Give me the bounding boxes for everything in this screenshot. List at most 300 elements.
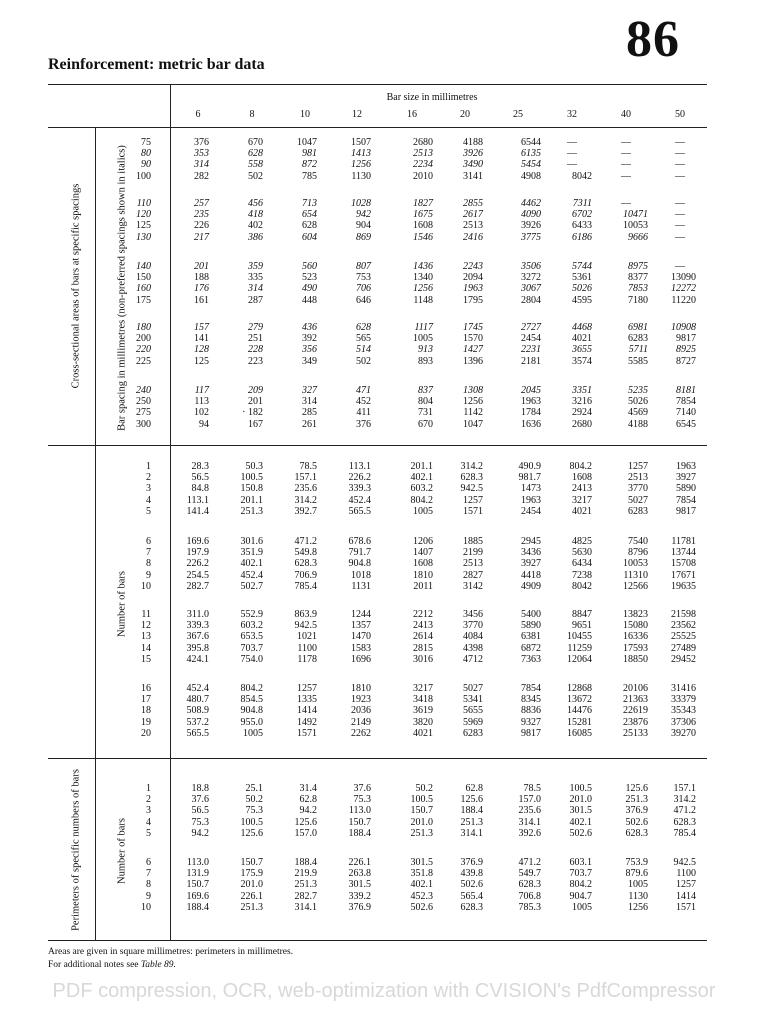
perimeter-2-bar-25: 157.0 bbox=[518, 794, 541, 806]
spacing-key-225: 225 bbox=[136, 355, 151, 367]
area-10-bar-16: 2011 bbox=[413, 580, 433, 592]
perimeter-5-bar-25: 392.6 bbox=[518, 827, 541, 839]
area-7-bar-32: 5630 bbox=[572, 547, 592, 559]
spacing-180-bar-25: 2727 bbox=[521, 322, 541, 333]
rule-section-2 bbox=[48, 758, 707, 759]
spacing-100-bar-25: 4908 bbox=[521, 170, 541, 182]
area-13-bar-20: 4084 bbox=[463, 631, 483, 643]
spacing-220-bar-50: 8925 bbox=[676, 344, 696, 356]
spacing-140-bar-40: 8975 bbox=[628, 261, 648, 272]
area-3-bar-10: 235.6 bbox=[294, 483, 317, 495]
area-13-bar-6: 367.6 bbox=[186, 631, 209, 643]
spacing-175-bar-32: 4595 bbox=[572, 294, 592, 306]
area-7-bar-8: 351.9 bbox=[240, 547, 263, 559]
area-14-bar-40: 17593 bbox=[623, 642, 648, 654]
spacing-220-bar-10: 356 bbox=[302, 344, 317, 356]
spacing-240-bar-20: 1308 bbox=[463, 385, 483, 396]
perimeter-4-bar-6: 75.3 bbox=[191, 816, 209, 828]
perimeter-6-bar-10: 188.4 bbox=[294, 857, 317, 868]
spacing-130-bar-8: 386 bbox=[248, 231, 263, 243]
area-16-bar-50: 31416 bbox=[671, 683, 696, 694]
area-6-bar-20: 1885 bbox=[463, 536, 483, 547]
spacing-130-bar-50: — bbox=[675, 231, 685, 243]
perimeter-5-bar-6: 94.2 bbox=[191, 827, 209, 839]
area-13-bar-10: 1021 bbox=[297, 631, 317, 643]
perimeter-4-bar-10: 125.6 bbox=[294, 816, 317, 828]
spacing-90-bar-12: 1256 bbox=[351, 159, 371, 171]
spacing-180-bar-50: 10908 bbox=[671, 322, 696, 333]
spacing-120-bar-20: 2617 bbox=[463, 209, 483, 221]
area-14-bar-10: 1100 bbox=[297, 642, 317, 654]
area-13-bar-50: 25525 bbox=[671, 631, 696, 643]
perimeter-6-bar-25: 471.2 bbox=[518, 857, 541, 868]
area-11-bar-6: 311.0 bbox=[186, 609, 209, 620]
perimeter-6-bar-6: 113.0 bbox=[186, 857, 209, 868]
bar-size-8: 8 bbox=[249, 109, 255, 120]
perimeter-2-bar-20: 125.6 bbox=[460, 794, 483, 806]
spacing-300-bar-6: 94 bbox=[199, 418, 209, 430]
spacing-140-bar-50: — bbox=[675, 261, 685, 272]
spacing-180-bar-10: 436 bbox=[302, 322, 317, 333]
area-9-bar-8: 452.4 bbox=[240, 569, 263, 581]
area-12-bar-25: 5890 bbox=[521, 620, 541, 632]
area-5-bar-16: 1005 bbox=[413, 505, 433, 517]
spacing-160-bar-16: 1256 bbox=[413, 283, 433, 295]
area-20-bar-6: 565.5 bbox=[186, 727, 209, 739]
spacing-180-bar-16: 1117 bbox=[414, 322, 433, 333]
area-8-bar-20: 2513 bbox=[463, 558, 483, 570]
area-12-bar-16: 2413 bbox=[413, 620, 433, 632]
area-7-bar-6: 197.9 bbox=[186, 547, 209, 559]
area-17-bar-16: 3418 bbox=[413, 694, 433, 706]
spacing-100-bar-50: — bbox=[675, 170, 685, 182]
spacing-125-bar-6: 226 bbox=[194, 220, 209, 232]
area-key-17: 17 bbox=[141, 694, 151, 706]
area-5-bar-50: 9817 bbox=[676, 505, 696, 517]
perimeter-4-bar-50: 628.3 bbox=[673, 816, 696, 828]
area-9-bar-20: 2827 bbox=[463, 569, 483, 581]
table-number: 86 bbox=[626, 11, 680, 68]
area-9-bar-10: 706.9 bbox=[294, 569, 317, 581]
spacing-120-bar-10: 654 bbox=[302, 209, 317, 221]
area-key-18: 18 bbox=[141, 705, 151, 717]
area-12-bar-32: 9651 bbox=[572, 620, 592, 632]
spacing-275-bar-25: 1784 bbox=[521, 407, 541, 419]
area-16-bar-20: 5027 bbox=[463, 683, 483, 694]
perimeter-key-3: 3 bbox=[146, 805, 151, 817]
area-key-4: 4 bbox=[146, 494, 151, 506]
spacing-200-bar-12: 565 bbox=[356, 333, 371, 345]
spacing-200-bar-16: 1005 bbox=[413, 333, 433, 345]
area-3-bar-16: 603.2 bbox=[410, 483, 433, 495]
perimeter-6-bar-8: 150.7 bbox=[240, 857, 263, 868]
spacing-275-bar-32: 2924 bbox=[572, 407, 592, 419]
number-of-bars-perimeter-label: Number of bars bbox=[116, 818, 128, 884]
perimeter-10-bar-12: 376.9 bbox=[348, 901, 371, 913]
area-11-bar-12: 1244 bbox=[351, 609, 371, 620]
rule-bottom bbox=[48, 940, 707, 941]
area-key-14: 14 bbox=[141, 642, 151, 654]
spacing-175-bar-6: 161 bbox=[194, 294, 209, 306]
area-6-bar-6: 169.6 bbox=[186, 536, 209, 547]
spacing-110-bar-10: 713 bbox=[302, 198, 317, 209]
area-20-bar-10: 1571 bbox=[297, 727, 317, 739]
perimeter-9-bar-50: 1414 bbox=[676, 890, 696, 902]
spacing-150-bar-10: 523 bbox=[302, 272, 317, 284]
perimeter-3-bar-50: 471.2 bbox=[673, 805, 696, 817]
spacing-220-bar-16: 913 bbox=[418, 344, 433, 356]
perimeter-4-bar-12: 150.7 bbox=[348, 816, 371, 828]
perimeter-3-bar-10: 94.2 bbox=[299, 805, 317, 817]
area-15-bar-10: 1178 bbox=[297, 653, 317, 665]
area-18-bar-8: 904.8 bbox=[240, 705, 263, 717]
spacing-300-bar-50: 6545 bbox=[676, 418, 696, 430]
perimeter-7-bar-12: 263.8 bbox=[348, 868, 371, 880]
bar-size-50: 50 bbox=[675, 109, 685, 120]
spacing-160-bar-20: 1963 bbox=[463, 283, 483, 295]
spacing-225-bar-12: 502 bbox=[356, 355, 371, 367]
spacing-100-bar-40: — bbox=[621, 170, 631, 182]
perimeter-2-bar-16: 100.5 bbox=[410, 794, 433, 806]
area-13-bar-40: 16336 bbox=[623, 631, 648, 643]
rule-section-1 bbox=[48, 445, 707, 446]
area-15-bar-16: 3016 bbox=[413, 653, 433, 665]
area-17-bar-40: 21363 bbox=[623, 694, 648, 706]
perimeter-2-bar-12: 75.3 bbox=[353, 794, 371, 806]
spacing-220-bar-6: 128 bbox=[194, 344, 209, 356]
area-9-bar-6: 254.5 bbox=[186, 569, 209, 581]
spacing-250-bar-16: 804 bbox=[418, 396, 433, 408]
spacing-140-bar-20: 2243 bbox=[463, 261, 483, 272]
spacing-90-bar-16: 2234 bbox=[413, 159, 433, 171]
bar-size-20: 20 bbox=[460, 109, 470, 120]
spacing-240-bar-10: 327 bbox=[302, 385, 317, 396]
spacing-key-140: 140 bbox=[136, 261, 151, 272]
perimeter-8-bar-25: 628.3 bbox=[518, 879, 541, 891]
area-14-bar-6: 395.8 bbox=[186, 642, 209, 654]
area-4-bar-16: 804.2 bbox=[410, 494, 433, 506]
spacing-240-bar-50: 8181 bbox=[676, 385, 696, 396]
area-11-bar-40: 13823 bbox=[623, 609, 648, 620]
area-14-bar-16: 2815 bbox=[413, 642, 433, 654]
spacing-120-bar-6: 235 bbox=[194, 209, 209, 221]
rule-vertical-outer bbox=[95, 127, 96, 940]
perimeter-6-bar-12: 226.1 bbox=[348, 857, 371, 868]
spacing-220-bar-12: 514 bbox=[356, 344, 371, 356]
spacing-225-bar-25: 2181 bbox=[521, 355, 541, 367]
area-key-10: 10 bbox=[141, 580, 151, 592]
area-19-bar-10: 1492 bbox=[297, 716, 317, 728]
spacing-300-bar-40: 4188 bbox=[628, 418, 648, 430]
spacing-90-bar-10: 872 bbox=[302, 159, 317, 171]
spacing-125-bar-25: 3926 bbox=[521, 220, 541, 232]
perimeter-6-bar-20: 376.9 bbox=[460, 857, 483, 868]
bar-size-40: 40 bbox=[621, 109, 631, 120]
spacing-250-bar-20: 1256 bbox=[463, 396, 483, 408]
area-14-bar-20: 4398 bbox=[463, 642, 483, 654]
perimeter-3-bar-8: 75.3 bbox=[245, 805, 263, 817]
spacing-110-bar-8: 456 bbox=[248, 198, 263, 209]
spacing-110-bar-50: — bbox=[675, 198, 685, 209]
area-2-bar-12: 226.2 bbox=[348, 472, 371, 484]
area-8-bar-10: 628.3 bbox=[294, 558, 317, 570]
perimeter-10-bar-50: 1571 bbox=[676, 901, 696, 913]
bar-size-12: 12 bbox=[352, 109, 362, 120]
spacing-160-bar-10: 490 bbox=[302, 283, 317, 295]
perimeter-1-bar-10: 31.4 bbox=[299, 783, 317, 794]
area-15-bar-8: 754.0 bbox=[240, 653, 263, 665]
spacing-130-bar-16: 1546 bbox=[413, 231, 433, 243]
spacing-80-bar-16: 2513 bbox=[413, 148, 433, 160]
area-16-bar-25: 7854 bbox=[521, 683, 541, 694]
perimeter-key-1: 1 bbox=[146, 783, 151, 794]
spacing-175-bar-25: 2804 bbox=[521, 294, 541, 306]
perimeter-8-bar-8: 201.0 bbox=[240, 879, 263, 891]
perimeter-2-bar-6: 37.6 bbox=[191, 794, 209, 806]
spacing-130-bar-6: 217 bbox=[194, 231, 209, 243]
area-8-bar-12: 904.8 bbox=[348, 558, 371, 570]
spacing-130-bar-10: 604 bbox=[302, 231, 317, 243]
area-18-bar-6: 508.9 bbox=[186, 705, 209, 717]
perimeter-10-bar-32: 1005 bbox=[572, 901, 592, 913]
spacing-200-bar-50: 9817 bbox=[676, 333, 696, 345]
spacing-key-80: 80 bbox=[141, 148, 151, 160]
area-3-bar-12: 339.3 bbox=[348, 483, 371, 495]
spacing-125-bar-20: 2513 bbox=[463, 220, 483, 232]
rule-top bbox=[48, 84, 707, 85]
perimeter-3-bar-40: 376.9 bbox=[625, 805, 648, 817]
spacing-110-bar-25: 4462 bbox=[521, 198, 541, 209]
area-20-bar-25: 9817 bbox=[521, 727, 541, 739]
spacing-110-bar-6: 257 bbox=[194, 198, 209, 209]
spacing-225-bar-40: 5585 bbox=[628, 355, 648, 367]
perimeter-5-bar-12: 188.4 bbox=[348, 827, 371, 839]
area-2-bar-32: 1608 bbox=[572, 472, 592, 484]
area-1-bar-10: 78.5 bbox=[299, 461, 317, 472]
spacing-125-bar-50: — bbox=[675, 220, 685, 232]
area-5-bar-12: 565.5 bbox=[348, 505, 371, 517]
area-key-15: 15 bbox=[141, 653, 151, 665]
spacing-100-bar-8: 502 bbox=[248, 170, 263, 182]
area-1-bar-25: 490.9 bbox=[518, 461, 541, 472]
area-key-3: 3 bbox=[146, 483, 151, 495]
spacing-75-bar-8: 670 bbox=[248, 137, 263, 148]
area-11-bar-32: 8847 bbox=[572, 609, 592, 620]
perimeter-5-bar-8: 125.6 bbox=[240, 827, 263, 839]
area-5-bar-40: 6283 bbox=[628, 505, 648, 517]
spacing-225-bar-8: 223 bbox=[248, 355, 263, 367]
area-2-bar-25: 981.7 bbox=[518, 472, 541, 484]
area-18-bar-12: 2036 bbox=[351, 705, 371, 717]
perimeter-10-bar-25: 785.3 bbox=[518, 901, 541, 913]
spacing-120-bar-8: 418 bbox=[248, 209, 263, 221]
spacing-key-120: 120 bbox=[136, 209, 151, 221]
spacing-150-bar-12: 753 bbox=[356, 272, 371, 284]
spacing-140-bar-12: 807 bbox=[356, 261, 371, 272]
perimeter-5-bar-32: 502.6 bbox=[569, 827, 592, 839]
area-12-bar-12: 1357 bbox=[351, 620, 371, 632]
area-key-6: 6 bbox=[146, 536, 151, 547]
area-3-bar-8: 150.8 bbox=[240, 483, 263, 495]
perimeter-8-bar-50: 1257 bbox=[676, 879, 696, 891]
area-20-bar-32: 16085 bbox=[567, 727, 592, 739]
number-of-bars-label: Number of bars bbox=[116, 571, 128, 637]
spacing-75-bar-40: — bbox=[621, 137, 631, 148]
spacing-240-bar-6: 117 bbox=[194, 385, 209, 396]
spacing-80-bar-6: 353 bbox=[194, 148, 209, 160]
perimeter-9-bar-6: 169.6 bbox=[186, 890, 209, 902]
perimeter-9-bar-16: 452.3 bbox=[410, 890, 433, 902]
spacing-220-bar-40: 5711 bbox=[628, 344, 648, 356]
spacing-220-bar-32: 3655 bbox=[572, 344, 592, 356]
spacing-160-bar-32: 5026 bbox=[572, 283, 592, 295]
perimeter-5-bar-16: 251.3 bbox=[410, 827, 433, 839]
spacing-90-bar-50: — bbox=[675, 159, 685, 171]
spacing-100-bar-32: 8042 bbox=[572, 170, 592, 182]
perimeter-1-bar-8: 25.1 bbox=[245, 783, 263, 794]
area-10-bar-12: 1131 bbox=[351, 580, 371, 592]
area-12-bar-20: 3770 bbox=[463, 620, 483, 632]
area-20-bar-8: 1005 bbox=[243, 727, 263, 739]
area-12-bar-6: 339.3 bbox=[186, 620, 209, 632]
area-1-bar-6: 28.3 bbox=[191, 461, 209, 472]
area-5-bar-6: 141.4 bbox=[186, 505, 209, 517]
area-17-bar-8: 854.5 bbox=[240, 694, 263, 706]
perimeter-1-bar-16: 50.2 bbox=[415, 783, 433, 794]
area-17-bar-50: 33379 bbox=[671, 694, 696, 706]
rule-under-header bbox=[48, 127, 707, 128]
bar-size-25: 25 bbox=[513, 109, 523, 120]
spacing-75-bar-20: 4188 bbox=[463, 137, 483, 148]
spacing-250-bar-10: 314 bbox=[302, 396, 317, 408]
area-12-bar-40: 15080 bbox=[623, 620, 648, 632]
area-9-bar-50: 17671 bbox=[671, 569, 696, 581]
spacing-240-bar-16: 837 bbox=[418, 385, 433, 396]
spacing-225-bar-16: 893 bbox=[418, 355, 433, 367]
area-10-bar-40: 12566 bbox=[623, 580, 648, 592]
spacing-120-bar-40: 10471 bbox=[623, 209, 648, 221]
perimeter-7-bar-10: 219.9 bbox=[294, 868, 317, 880]
spacing-200-bar-8: 251 bbox=[248, 333, 263, 345]
spacing-200-bar-40: 6283 bbox=[628, 333, 648, 345]
spacing-140-bar-10: 560 bbox=[302, 261, 317, 272]
area-20-bar-20: 6283 bbox=[463, 727, 483, 739]
perimeter-5-bar-50: 785.4 bbox=[673, 827, 696, 839]
spacing-key-220: 220 bbox=[136, 344, 151, 356]
spacing-75-bar-16: 2680 bbox=[413, 137, 433, 148]
area-16-bar-12: 1810 bbox=[351, 683, 371, 694]
spacing-key-110: 110 bbox=[136, 198, 151, 209]
area-15-bar-50: 29452 bbox=[671, 653, 696, 665]
spacing-key-275: 275 bbox=[136, 407, 151, 419]
spacing-100-bar-20: 3141 bbox=[463, 170, 483, 182]
perimeter-3-bar-6: 56.5 bbox=[191, 805, 209, 817]
perimeter-10-bar-16: 502.6 bbox=[410, 901, 433, 913]
area-key-5: 5 bbox=[146, 505, 151, 517]
spacing-90-bar-32: — bbox=[567, 159, 577, 171]
area-10-bar-25: 4909 bbox=[521, 580, 541, 592]
area-11-bar-20: 3456 bbox=[463, 609, 483, 620]
spacing-180-bar-12: 628 bbox=[356, 322, 371, 333]
perimeter-1-bar-6: 18.8 bbox=[191, 783, 209, 794]
spacing-160-bar-40: 7853 bbox=[628, 283, 648, 295]
spacing-225-bar-32: 3574 bbox=[572, 355, 592, 367]
spacing-300-bar-25: 1636 bbox=[521, 418, 541, 430]
area-12-bar-50: 23562 bbox=[671, 620, 696, 632]
area-6-bar-32: 4825 bbox=[572, 536, 592, 547]
spacing-key-100: 100 bbox=[136, 170, 151, 182]
area-16-bar-10: 1257 bbox=[297, 683, 317, 694]
spacing-180-bar-40: 6981 bbox=[628, 322, 648, 333]
area-4-bar-6: 113.1 bbox=[186, 494, 209, 506]
area-19-bar-25: 9327 bbox=[521, 716, 541, 728]
area-18-bar-10: 1414 bbox=[297, 705, 317, 717]
area-7-bar-12: 791.7 bbox=[348, 547, 371, 559]
spacing-275-bar-40: 4569 bbox=[628, 407, 648, 419]
area-4-bar-8: 201.1 bbox=[240, 494, 263, 506]
area-1-bar-16: 201.1 bbox=[410, 461, 433, 472]
spacing-110-bar-20: 2855 bbox=[463, 198, 483, 209]
spacing-90-bar-20: 3490 bbox=[463, 159, 483, 171]
area-16-bar-40: 20106 bbox=[623, 683, 648, 694]
area-6-bar-8: 301.6 bbox=[240, 536, 263, 547]
perimeter-2-bar-8: 50.2 bbox=[245, 794, 263, 806]
area-8-bar-16: 1608 bbox=[413, 558, 433, 570]
area-5-bar-10: 392.7 bbox=[294, 505, 317, 517]
area-10-bar-10: 785.4 bbox=[294, 580, 317, 592]
spacing-200-bar-32: 4021 bbox=[572, 333, 592, 345]
spacing-90-bar-40: — bbox=[621, 159, 631, 171]
spacing-130-bar-32: 6186 bbox=[572, 231, 592, 243]
area-7-bar-16: 1407 bbox=[413, 547, 433, 559]
notes bbox=[48, 946, 293, 972]
area-16-bar-32: 12868 bbox=[567, 683, 592, 694]
area-6-bar-10: 471.2 bbox=[294, 536, 317, 547]
spacing-75-bar-6: 376 bbox=[194, 137, 209, 148]
spacing-275-bar-20: 1142 bbox=[463, 407, 483, 419]
area-9-bar-16: 1810 bbox=[413, 569, 433, 581]
area-10-bar-20: 3142 bbox=[463, 580, 483, 592]
spacing-150-bar-32: 5361 bbox=[572, 272, 592, 284]
spacing-140-bar-25: 3506 bbox=[521, 261, 541, 272]
spacing-250-bar-32: 3216 bbox=[572, 396, 592, 408]
perimeter-9-bar-10: 282.7 bbox=[294, 890, 317, 902]
area-17-bar-12: 1923 bbox=[351, 694, 371, 706]
perimeter-1-bar-25: 78.5 bbox=[523, 783, 541, 794]
spacing-100-bar-12: 1130 bbox=[351, 170, 371, 182]
area-10-bar-32: 8042 bbox=[572, 580, 592, 592]
perimeter-4-bar-25: 314.1 bbox=[518, 816, 541, 828]
spacing-220-bar-25: 2231 bbox=[521, 344, 541, 356]
area-18-bar-25: 8836 bbox=[521, 705, 541, 717]
spacing-80-bar-20: 3926 bbox=[463, 148, 483, 160]
spacing-100-bar-16: 2010 bbox=[413, 170, 433, 182]
spacing-key-175: 175 bbox=[136, 294, 151, 306]
area-11-bar-16: 2212 bbox=[413, 609, 433, 620]
spacing-200-bar-25: 2454 bbox=[521, 333, 541, 345]
area-8-bar-32: 6434 bbox=[572, 558, 592, 570]
spacing-160-bar-8: 314 bbox=[248, 283, 263, 295]
spacing-130-bar-40: 9666 bbox=[628, 231, 648, 243]
area-6-bar-40: 7540 bbox=[628, 536, 648, 547]
area-19-bar-50: 37306 bbox=[671, 716, 696, 728]
area-7-bar-40: 8796 bbox=[628, 547, 648, 559]
perimeter-3-bar-25: 235.6 bbox=[518, 805, 541, 817]
spacing-180-bar-6: 157 bbox=[194, 322, 209, 333]
perimeter-7-bar-40: 879.6 bbox=[625, 868, 648, 880]
spacing-240-bar-40: 5235 bbox=[628, 385, 648, 396]
spacing-175-bar-8: 287 bbox=[248, 294, 263, 306]
